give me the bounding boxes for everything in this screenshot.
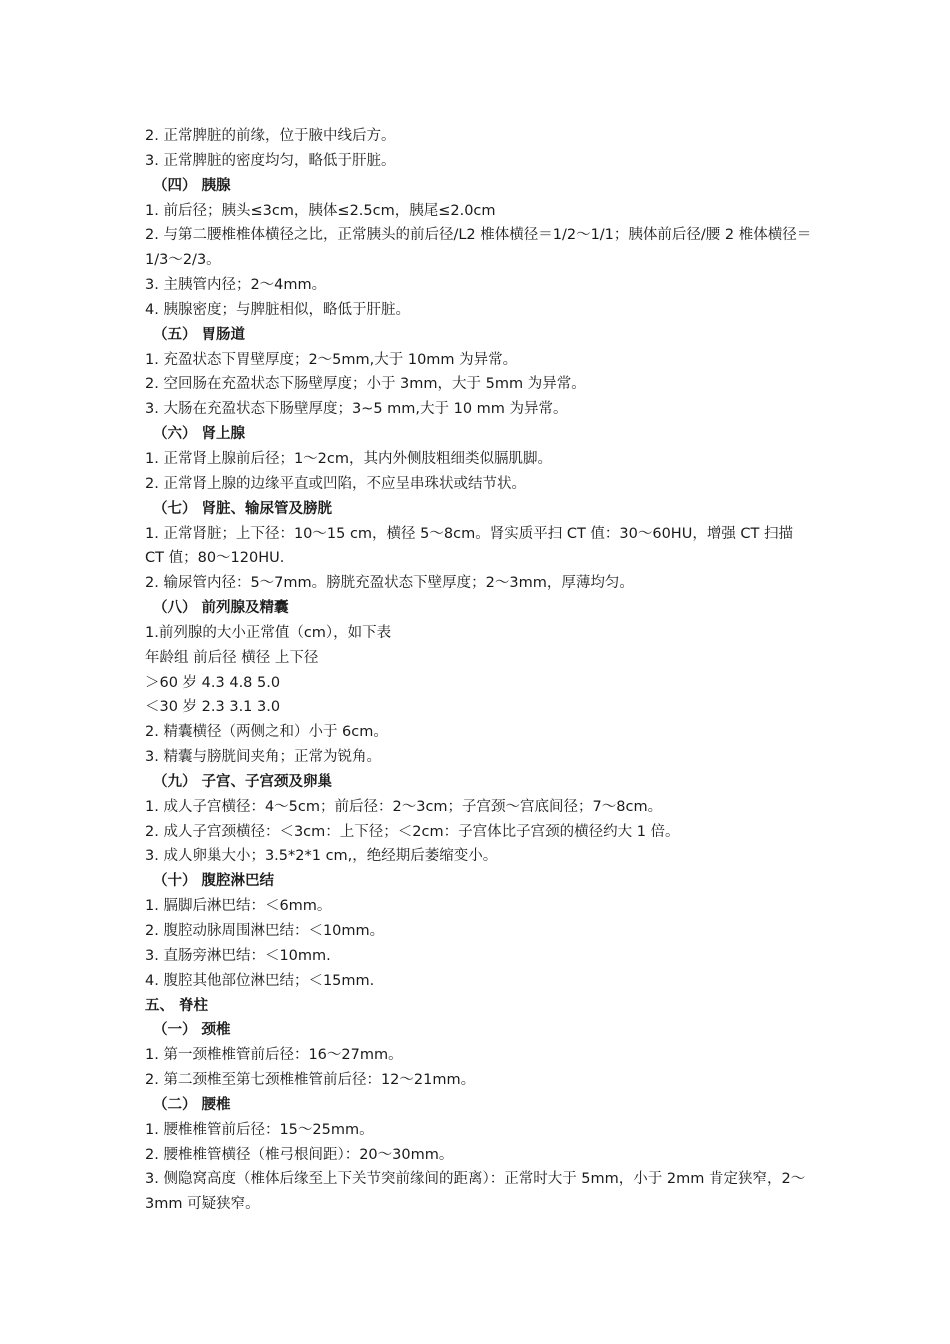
text-line: 2. 与第二腰椎椎体横径之比，正常胰头的前后径/L2 椎体横径＝1/2～1/1；胰体前后径/腰 2 椎体横径＝1/3～2/3。 — [145, 227, 812, 269]
text-line: 3. 大肠在充盈状态下肠壁厚度；3~5 mm,大于 10 mm 为异常。 — [145, 401, 568, 418]
section-heading: （四） 胰腺 — [153, 177, 231, 194]
text-line: 3. 精囊与膀胱间夹角；正常为锐角。 — [145, 749, 381, 766]
text-line: 3. 直肠旁淋巴结：＜10mm. — [145, 947, 331, 964]
text-line: 1. 腰椎椎管前后径：15～25mm。 — [145, 1121, 374, 1138]
text-line: 4. 胰腺密度；与脾脏相似，略低于肝脏。 — [145, 301, 410, 318]
text-line: 2. 腰椎椎管横径（椎弓根间距）：20～30mm。 — [145, 1146, 454, 1163]
section-heading: （六） 肾上腺 — [153, 426, 246, 443]
section-heading: （八） 前列腺及精囊 — [153, 600, 289, 617]
section-heading: （五） 胃肠道 — [153, 326, 246, 343]
text-line: 3. 侧隐窝高度（椎体后缘至上下关节突前缘间的距离）：正常时大于 5mm，小于 2mm 肯定狭窄，2～3mm 可疑狭窄。 — [145, 1171, 806, 1213]
text-line: 2. 腹腔动脉周围淋巴结：＜10mm。 — [145, 923, 385, 939]
text-line: 2. 成人子宫颈横径：＜3cm：上下径；＜2cm：子宫体比子宫颈的横径约大 1 倍。 — [145, 823, 680, 840]
text-line: 2. 精囊横径（两侧之和）小于 6cm。 — [145, 724, 388, 741]
text-line: 2. 正常脾脏的前缘，位于腋中线后方。 — [145, 128, 396, 144]
chapter-heading: 五、 脊柱 — [145, 997, 209, 1014]
document-page — [145, 124, 815, 1217]
text-line: 1. 膈脚后淋巴结：＜6mm。 — [145, 898, 332, 915]
text-line: 2. 空回肠在充盈状态下肠壁厚度；小于 3mm，大于 5mm 为异常。 — [145, 376, 586, 393]
text-line: ＞60 岁 4.3 4.8 5.0 — [145, 674, 281, 691]
text-line: 4. 腹腔其他部位淋巴结；＜15mm. — [145, 972, 375, 989]
text-line: 2. 输尿管内径：5～7mm。膀胱充盈状态下壁厚度；2～3mm，厚薄均匀。 — [145, 575, 634, 592]
text-line: 1. 成人子宫横径：4～5cm；前后径：2～3cm；子宫颈～宫底间径；7～8cm。 — [145, 798, 663, 815]
section-heading: （二） 腰椎 — [153, 1096, 231, 1113]
text-line: 3. 主胰管内径；2～4mm。 — [145, 277, 327, 294]
section-heading: （十） 腹腔淋巴结 — [153, 873, 275, 890]
section-heading: （七） 肾脏、输尿管及膀胱 — [153, 500, 333, 517]
text-line: 年龄组 前后径 横径 上下径 — [145, 649, 319, 666]
text-line: 1. 充盈状态下胃壁厚度；2～5mm,大于 10mm 为异常。 — [145, 351, 518, 368]
text-line: 3. 正常脾脏的密度均匀，略低于肝脏。 — [145, 152, 396, 169]
section-heading: （一） 颈椎 — [153, 1022, 231, 1039]
text-line: 1. 正常肾上腺前后径；1～2cm，其内外侧肢粗细类似膈肌脚。 — [145, 450, 552, 467]
text-line: 2. 第二颈椎至第七颈椎椎管前后径：12～21mm。 — [145, 1072, 476, 1089]
text-line: 1. 第一颈椎椎管前后径：16～27mm。 — [145, 1047, 403, 1064]
text-line: 3. 成人卵巢大小；3.5*2*1 cm,，绝经期后萎缩变小。 — [145, 848, 498, 865]
section-heading: （九） 子宫、子宫颈及卵巢 — [153, 773, 333, 790]
text-line: 1.前列腺的大小正常值（cm），如下表 — [145, 624, 392, 641]
text-line: 1. 正常肾脏；上下径：10～15 cm，横径 5～8cm。肾实质平扫 CT 值：30～60HU，增强 CT 扫描 CT 值；80～120HU. — [145, 525, 794, 567]
text-line: 1. 前后径；胰头≤3cm，胰体≤2.5cm，胰尾≤2.0cm — [145, 202, 496, 219]
text-line: 2. 正常肾上腺的边缘平直或凹陷，不应呈串珠状或结节状。 — [145, 475, 526, 492]
text-line: ＜30 岁 2.3 3.1 3.0 — [145, 699, 281, 716]
